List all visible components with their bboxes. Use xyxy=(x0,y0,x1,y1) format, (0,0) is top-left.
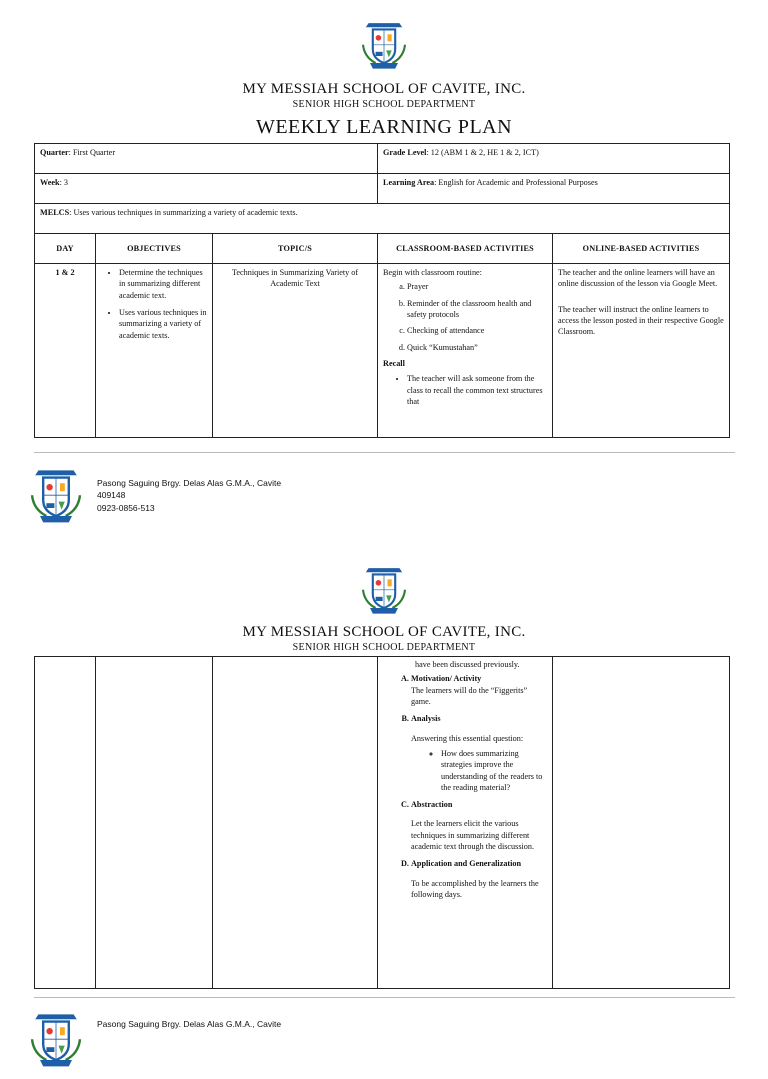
melcs-value: : Uses various techniques in summarizing a variety of academic texts. xyxy=(69,208,298,217)
phase-heading: Abstraction xyxy=(411,800,453,810)
footer-divider xyxy=(34,997,735,998)
school-crest-icon xyxy=(349,18,419,73)
column-header-topics: TOPIC/S xyxy=(213,234,378,264)
quarter-cell xyxy=(35,144,378,174)
grade-level-cell xyxy=(378,144,730,174)
phase-heading: Motivation/ Activity xyxy=(411,674,482,684)
routine-list xyxy=(383,281,547,353)
day-cell: 1 & 2 xyxy=(35,264,96,438)
phase-heading: Analysis xyxy=(411,714,441,724)
phase-text: The learners will do the “Figgerits” game. xyxy=(411,685,528,706)
classroom-activities-cell xyxy=(378,657,553,989)
learning-area-label: Learning Area xyxy=(383,178,435,187)
footer-code: 409148 xyxy=(97,490,126,501)
topic-cell xyxy=(213,657,378,989)
week-label: Week xyxy=(40,178,60,187)
quarter-label: Quarter xyxy=(40,148,69,157)
column-header-objectives: OBJECTIVES xyxy=(96,234,213,264)
school-crest-icon xyxy=(16,1006,96,1074)
objective-item: • Determine the techniques in summarizing different academic text. xyxy=(119,267,207,301)
recall-continuation: have been discussed previously. xyxy=(415,660,520,669)
school-logo xyxy=(349,18,419,73)
routine-item: c. Checking of attendance xyxy=(407,325,547,336)
learning-area-cell xyxy=(378,174,730,204)
footer-logo xyxy=(16,1006,96,1074)
recall-heading: Recall xyxy=(383,358,405,368)
routine-item: d. Quick “Kumustahan” xyxy=(407,342,547,353)
quarter-value: : First Quarter xyxy=(68,148,116,157)
weekly-plan-table-continued xyxy=(34,656,730,989)
school-logo xyxy=(349,563,419,618)
column-header-classroom: CLASSROOM-BASED ACTIVITIES xyxy=(378,234,553,264)
footer-phone: 0923-0856-513 xyxy=(97,502,155,513)
phase-text: Answering this essential question: xyxy=(411,733,524,743)
footer-address: Pasong Saguing Brgy. Delas Alas G.M.A., Cavite xyxy=(97,1019,282,1029)
department-name: SENIOR HIGH SCHOOL DEPARTMENT xyxy=(292,99,476,110)
phase-analysis xyxy=(411,713,547,793)
lesson-phases xyxy=(383,673,547,900)
phase-motivation xyxy=(411,673,547,707)
column-header-row xyxy=(35,234,730,264)
quarter-row xyxy=(35,144,730,174)
department-name: SENIOR HIGH SCHOOL DEPARTMENT xyxy=(292,642,476,653)
phase-text: Let the learners elicit the various techniques in summarizing different academic text through the discussion. xyxy=(411,819,535,852)
grade-level-value: : 12 (ABM 1 & 2, HE 1 & 2, ICT) xyxy=(426,148,539,157)
essential-question: ◦ How does summarizing strategies improve the understanding of the readers to the reading material? xyxy=(441,748,547,793)
online-activities-cell xyxy=(553,264,730,438)
column-header-online: ONLINE-BASED ACTIVITIES xyxy=(553,234,730,264)
recall-item: • The teacher will ask someone from the class to recall the common text structures that xyxy=(407,373,547,407)
routine-item: b. Reminder of the classroom health and safety protocols xyxy=(407,298,547,321)
topic-cell: Techniques in Summarizing Variety of Academic Text xyxy=(213,264,378,438)
phase-abstraction xyxy=(411,799,547,852)
learning-area-value: : English for Academic and Professional Purposes xyxy=(434,178,598,187)
school-crest-icon xyxy=(349,563,419,618)
routine-intro: Begin with classroom routine: xyxy=(383,268,482,277)
online-activity-text: The teacher will instruct the online learners to access the lesson posted in their respective Google Classroom. xyxy=(558,304,724,337)
melcs-row xyxy=(35,204,730,234)
objectives-cell xyxy=(96,657,213,989)
footer-address: Pasong Saguing Brgy. Delas Alas G.M.A., Cavite xyxy=(97,478,282,488)
week-row xyxy=(35,174,730,204)
grade-level-label: Grade Level xyxy=(383,148,427,157)
school-name: MY MESSIAH SCHOOL OF CAVITE, INC. xyxy=(242,624,526,640)
footer-contact xyxy=(97,477,281,514)
online-activities-cell xyxy=(553,657,730,989)
day-cell xyxy=(35,657,96,989)
phase-text: To be accomplished by the learners the following days. xyxy=(411,878,539,899)
plan-title: WEEKLY LEARNING PLAN xyxy=(255,116,513,138)
school-crest-icon xyxy=(16,462,96,530)
melcs-cell xyxy=(35,204,730,234)
week-value: : 3 xyxy=(59,178,68,187)
melcs-label: MELCS xyxy=(40,208,70,217)
phase-heading: Application and Generalization xyxy=(411,859,522,869)
online-activity-text: The teacher and the online learners will have an online discussion of the lesson via Google Meet. xyxy=(558,268,718,289)
routine-item: a. Prayer xyxy=(407,281,547,292)
lesson-row xyxy=(35,264,730,438)
week-cell xyxy=(35,174,378,204)
weekly-plan-table xyxy=(34,143,730,438)
phase-application xyxy=(411,858,547,900)
footer-divider xyxy=(34,452,735,453)
column-header-day: DAY xyxy=(35,234,96,264)
classroom-activities-cell xyxy=(378,264,553,438)
lesson-row-continued xyxy=(35,657,730,989)
objectives-cell xyxy=(96,264,213,438)
footer-logo xyxy=(16,462,96,530)
school-name: MY MESSIAH SCHOOL OF CAVITE, INC. xyxy=(242,81,526,97)
objective-item: • Uses various techniques in summarizing a variety of academic texts. xyxy=(119,307,207,341)
logo-banner-text: MY MESSIAH xyxy=(368,19,400,25)
